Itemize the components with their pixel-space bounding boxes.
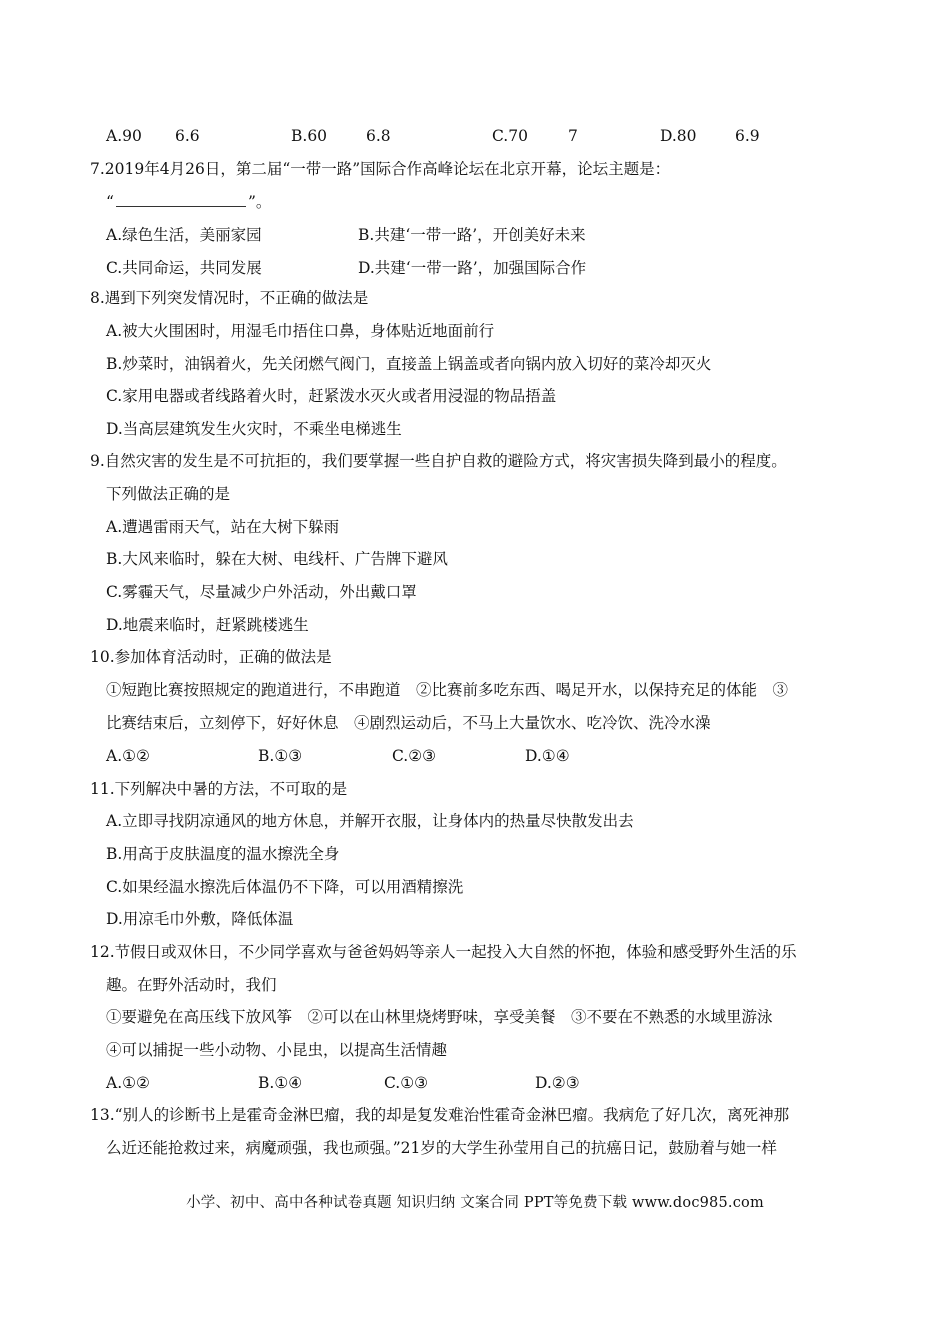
q6-option-b-value: 6.8 — [366, 127, 391, 145]
q6-option-d-value: 6.9 — [735, 127, 760, 145]
q7-option-b: B.共建‘一带一路’，开创美好未来 — [358, 226, 586, 244]
q8-option-c: C.家用电器或者线路着火时，赶紧泼水灭火或者用浸湿的物品捂盖 — [106, 387, 557, 405]
q8-stem: 8.遇到下列突发情况时，不正确的做法是 — [90, 289, 369, 307]
q8-option-b: B.炒菜时，油锅着火，先关闭燃气阀门，直接盖上锅盖或者向锅内放入切好的菜冷却灭火 — [106, 355, 712, 373]
q6-option-c-value: 7 — [568, 127, 578, 145]
q10-option-c: C.②③ — [392, 747, 437, 765]
q12-stem: 12.节假日或双休日，不少同学喜欢与爸爸妈妈等亲人一起投入大自然的怀抱，体验和感受野外生活的乐 — [90, 943, 797, 961]
q11-option-c: C.如果经温水擦洗后体温仍不下降，可以用酒精擦洗 — [106, 878, 464, 896]
q9-option-d: D.地震来临时，赶紧跳楼逃生 — [106, 616, 309, 634]
q7-blank-row — [106, 192, 271, 212]
q12-option-d: D.②③ — [535, 1074, 580, 1092]
q10-stem: 10.参加体育活动时，正确的做法是 — [90, 648, 332, 666]
q12-option-a: A.①② — [106, 1074, 150, 1092]
q11-option-d: D.用凉毛巾外敷，降低体温 — [106, 910, 294, 928]
q13-stem-cont: 么近还能抢救过来，病魔顽强，我也顽强。”21岁的大学生孙莹用自己的抗癌日记，鼓励着与她一样 — [106, 1139, 777, 1157]
q7-blank-close: ”。 — [247, 193, 272, 211]
q11-stem: 11.下列解决中暑的方法，不可取的是 — [90, 780, 348, 798]
q8-option-a: A.被大火围困时，用湿毛巾捂住口鼻，身体贴近地面前行 — [106, 322, 495, 340]
q6-option-a: A.90 — [106, 127, 142, 145]
q7-option-a: A.绿色生活，美丽家园 — [106, 226, 262, 244]
q10-items: ①短跑比赛按照规定的跑道进行，不串跑道 ②比赛前多吃东西、喝足开水，以保持充足的体能 ③ — [106, 681, 789, 699]
q6-option-a-value: 6.6 — [175, 127, 200, 145]
q10-options-row — [0, 746, 950, 766]
q9-option-a: A.遭遇雷雨天气，站在大树下躲雨 — [106, 518, 340, 536]
page-footer: 小学、初中、高中各种试卷真题 知识归纳 文案合同 PPT等免费下载 www.doc985.com — [186, 1195, 764, 1211]
q9-stem-cont: 下列做法正确的是 — [106, 485, 231, 503]
q7-option-c: C.共同命运，共同发展 — [106, 259, 262, 277]
q11-option-b: B.用高于皮肤温度的温水擦洗全身 — [106, 845, 340, 863]
q6-option-b: B.60 — [291, 127, 328, 145]
q9-option-c: C.雾霾天气，尽量减少户外活动，外出戴口罩 — [106, 583, 417, 601]
q10-items-cont: 比赛结束后，立刻停下，好好休息 ④剧烈运动后，不马上大量饮水、吃冷饮、洗冷水澡 — [106, 714, 711, 732]
q7-option-d: D.共建‘一带一路’，加强国际合作 — [358, 259, 587, 277]
q10-option-a: A.①② — [106, 747, 150, 765]
q12-options-row — [0, 1073, 950, 1093]
q12-stem-cont: 趣。在野外活动时，我们 — [106, 976, 277, 994]
q12-items: ①要避免在高压线下放风筝 ②可以在山林里烧烤野味，享受美餐 ③不要在不熟悉的水域里游泳 — [106, 1008, 773, 1026]
q9-option-b: B.大风来临时，躲在大树、电线杆、广告牌下避风 — [106, 550, 448, 568]
q7-blank-open: “ — [106, 193, 114, 211]
q6-option-d: D.80 — [660, 127, 697, 145]
q6-options-row — [0, 126, 950, 146]
q12-items-cont: ④可以捕捉一些小动物、小昆虫，以提高生活情趣 — [106, 1041, 448, 1059]
q11-option-a: A.立即寻找阴凉通风的地方休息，并解开衣服，让身体内的热量尽快散发出去 — [106, 812, 634, 830]
q7-answer-blank — [116, 192, 246, 207]
q12-option-b: B.①④ — [258, 1074, 303, 1092]
q8-option-d: D.当高层建筑发生火灾时，不乘坐电梯逃生 — [106, 420, 402, 438]
q10-option-d: D.①④ — [525, 747, 570, 765]
q9-stem: 9.自然灾害的发生是不可抗拒的，我们要掌握一些自护自救的避险方式，将灾害损失降到最小的程度。 — [90, 452, 787, 470]
q10-option-b: B.①③ — [258, 747, 303, 765]
q7-stem: 7.2019年4月26日，第二届“一带一路”国际合作高峰论坛在北京开幕，论坛主题是： — [90, 160, 671, 178]
q6-option-c: C.70 — [492, 127, 528, 145]
q12-option-c: C.①③ — [384, 1074, 429, 1092]
q13-stem: 13.“别人的诊断书上是霍奇金淋巴瘤，我的却是复发难治性霍奇金淋巴瘤。我病危了好几次，离死神那 — [90, 1106, 790, 1124]
